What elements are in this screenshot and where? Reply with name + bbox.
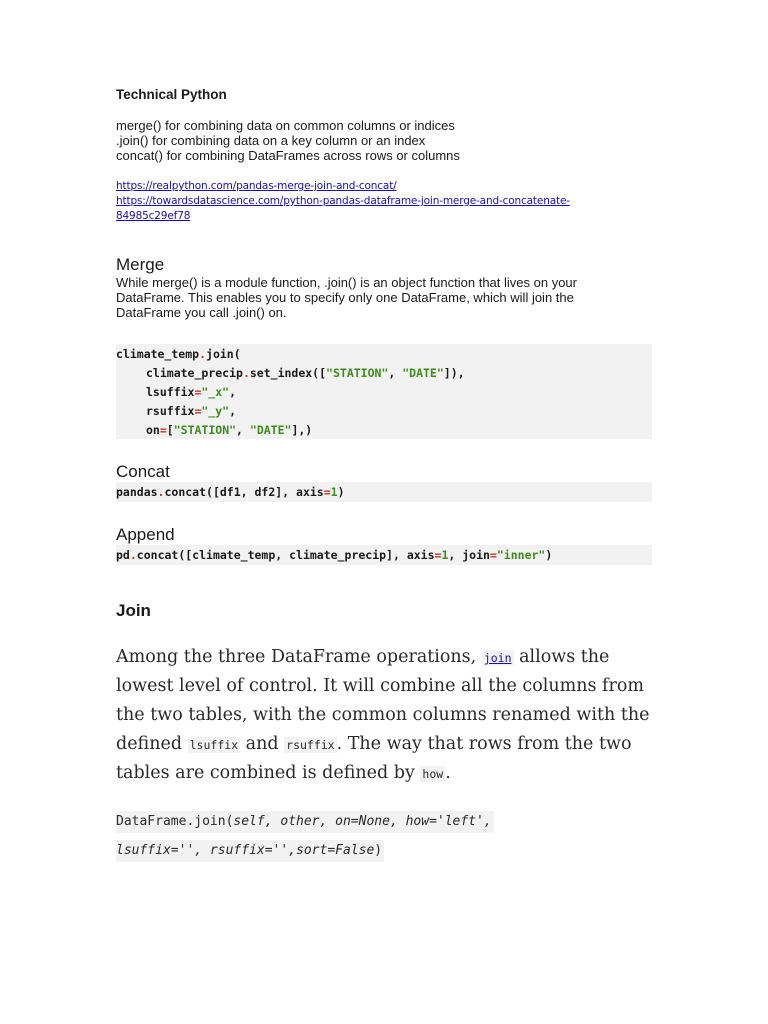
join-paragraph-line: tables are combined is defined by how . bbox=[116, 763, 451, 783]
append-heading: Append bbox=[116, 525, 175, 544]
code-line: climate_temp.join( bbox=[116, 347, 241, 361]
merge-description-line: DataFrame you call .join() on. bbox=[116, 305, 287, 320]
join-paragraph-line: lowest level of control. It will combine all the columns from bbox=[116, 676, 644, 696]
document-title: Technical Python bbox=[116, 87, 227, 102]
summary-line-join: .join() for combining data on a key column or an index bbox=[116, 133, 426, 148]
merge-code-block bbox=[116, 344, 652, 439]
join-paragraph-line: the two tables, with the common columns renamed with the bbox=[116, 705, 650, 725]
code-line: on=["STATION", "DATE"],) bbox=[146, 423, 313, 437]
append-code-block bbox=[116, 545, 652, 565]
join-paragraph-line: defined lsuffix and rsuffix . The way that rows from the two bbox=[116, 734, 632, 754]
code-line: lsuffix="_x", bbox=[146, 385, 237, 399]
concat-code-block bbox=[116, 482, 652, 502]
towardsdatascience-link[interactable]: https://towardsdatascience.com/python-pandas-dataframe-join-merge-and-concatenate- bbox=[116, 195, 570, 207]
lsuffix-inline-code: lsuffix bbox=[189, 738, 239, 752]
rsuffix-inline-code: rsuffix bbox=[286, 738, 335, 752]
code-line: rsuffix="_y", bbox=[146, 404, 237, 418]
how-inline-code: how bbox=[422, 767, 444, 781]
merge-heading: Merge bbox=[116, 255, 165, 274]
towardsdatascience-link-continued[interactable]: 84985c29ef78 bbox=[116, 210, 191, 222]
join-heading: Join bbox=[116, 601, 151, 620]
summary-line-concat: concat() for combining DataFrames across rows or columns bbox=[116, 148, 460, 163]
merge-description-line: While merge() is a module function, .join() is an object function that lives on your bbox=[116, 275, 577, 290]
code-line: climate_precip.set_index(["STATION", "DATE"]), bbox=[146, 366, 465, 380]
code-line: pandas.concat([df1, df2], axis=1) bbox=[116, 485, 345, 499]
join-signature-line: DataFrame.join(self, other, on=None, how='left', bbox=[116, 811, 494, 833]
code-line: pd.concat([climate_temp, climate_precip], axis=1, join="inner") bbox=[116, 548, 553, 562]
join-paragraph-line: Among the three DataFrame operations, join allows the bbox=[116, 647, 610, 667]
join-doc-link[interactable]: join bbox=[483, 651, 512, 665]
concat-heading: Concat bbox=[116, 462, 170, 481]
summary-line-merge: merge() for combining data on common columns or indices bbox=[116, 118, 455, 133]
realpython-link[interactable]: https://realpython.com/pandas-merge-join-and-concat/ bbox=[116, 180, 397, 192]
join-signature-line: lsuffix='', rsuffix='',sort=False) bbox=[116, 840, 384, 862]
merge-description-line: DataFrame. This enables you to specify only one DataFrame, which will join the bbox=[116, 290, 574, 305]
